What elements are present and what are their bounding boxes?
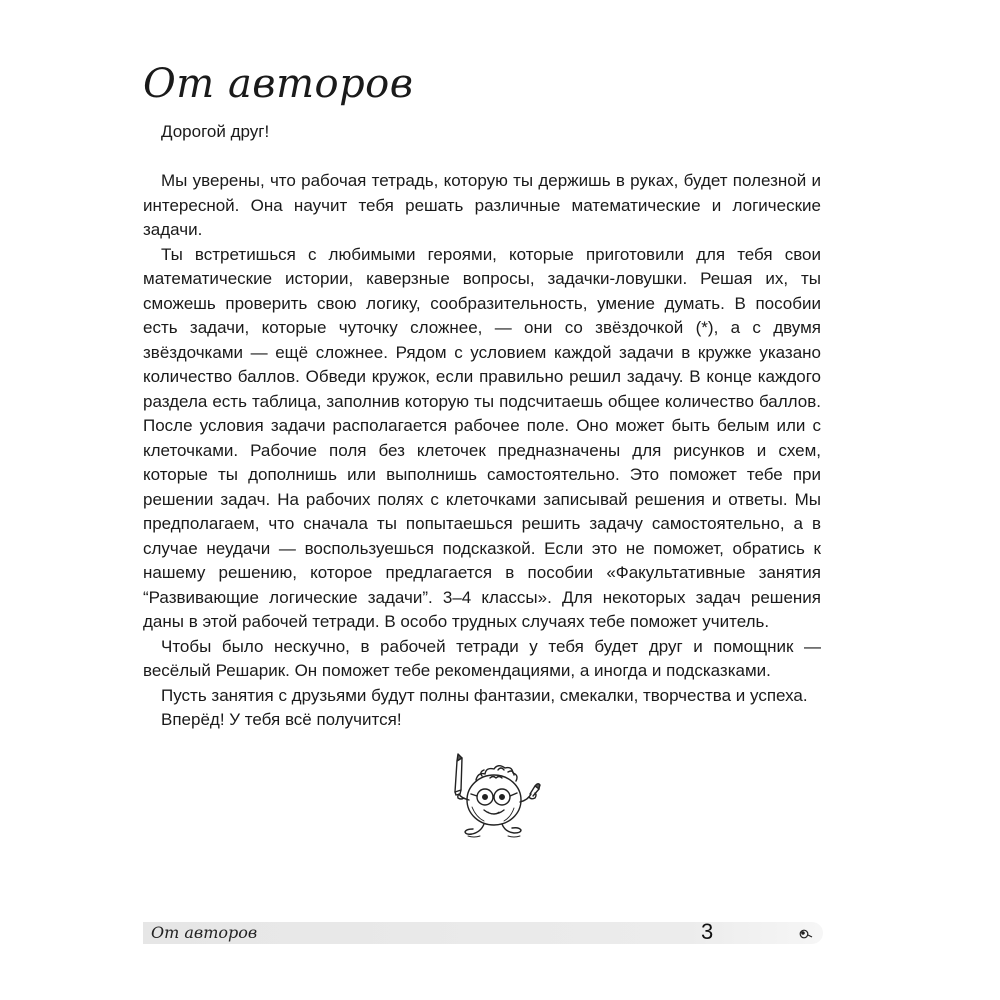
ball-icon	[798, 927, 814, 939]
paragraph: Ты встретишься с любимыми героями, которые приготовили для тебя свои математические истории, каверзные вопросы, задачки-ловушки. Решая их, ты сможешь проверить свою логику, сообразительность, умение думать. В пособии есть задачи, которые чуточку сложнее, — они со звёздочкой (*), а с двумя звёздочками — ещё сложнее. Рядом с условием каждой задачи в кружке указано количество баллов. Обведи кружок, если правильно решил задачу. В конце каждого раздела есть таблица, заполнив которую ты подсчитаешь общее количество баллов. После условия задачи располагается рабочее поле. Оно может быть белым или с клеточками. Рабочие поля без клеточек предназначены для рисунков и схем, которые ты дополнишь или выполнишь самостоятельно. Это поможет тебе при решении задач. На рабочих полях с клеточками записывай решения и ответы. Мы предполагаем, что сначала ты попытаешься решить задачу самостоятельно, а в случае неудачи — воспользуешься подсказкой. Если это не поможет, обратись к нашему решению, которое предлагается в пособии «Факультативные занятия “Развивающие логические задачи”. 3–4 классы». Для некоторых задач решения даны в этой рабочей тетради. В особо трудных случаях тебе поможет учитель.	[143, 244, 821, 631]
greeting: Дорогой друг!	[161, 122, 270, 141]
page-title: От авторов	[143, 61, 414, 107]
footer	[143, 919, 823, 944]
reshharik-mascot-icon	[438, 752, 550, 844]
paragraph: Чтобы было нескучно, в рабочей тетради у тебя будет друг и помощник — весёлый Решарик. Он поможет тебе рекомендациями, а иногда и подсказками.	[143, 636, 821, 680]
footer-section-title: От авторов	[151, 923, 258, 942]
paragraph: Пусть занятия с друзьями будут полны фантазии, смекалки, творчества и успеха.	[161, 685, 808, 705]
paragraph: Мы уверены, что рабочая тетрадь, которую ты держишь в руках, будет полезной и интересной. Она научит тебя решать различные математические и логические задачи.	[143, 171, 821, 239]
page-number: 3	[701, 919, 714, 944]
paragraph: Вперёд! У тебя всё получится!	[161, 710, 402, 729]
body-text	[143, 120, 821, 733]
